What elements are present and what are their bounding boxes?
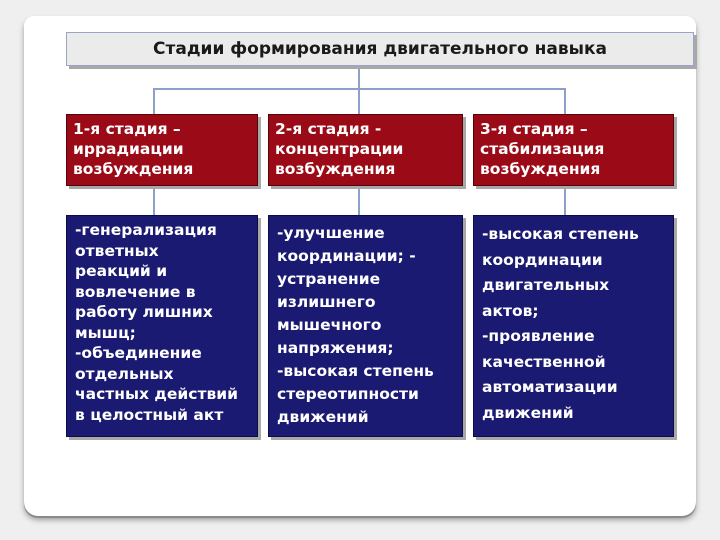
stage-2-description-line: излишнего — [277, 293, 376, 311]
stage-1-header-line: возбуждения — [73, 160, 194, 178]
stage-3-description — [473, 215, 674, 437]
stage-2-header — [268, 114, 463, 186]
stage-1-description-line: -объединение — [75, 344, 202, 362]
stage-2-description-line: мышечного — [277, 316, 382, 334]
connector-body-3 — [564, 186, 566, 216]
stage-3-description-line: двигательных — [482, 276, 610, 294]
stage-1-description-line: вовлечение в — [75, 282, 196, 301]
diagram-title-box — [66, 32, 694, 66]
stage-3-header-line: возбуждения — [480, 160, 601, 178]
stage-1-description — [66, 215, 258, 437]
stage-3-description-line: актов; — [482, 301, 539, 320]
stage-3-description-line: -проявление — [482, 327, 595, 345]
connector-stage-3 — [564, 88, 566, 115]
stage-3-header — [473, 114, 674, 186]
stage-2-header-line: концентрации — [275, 140, 404, 158]
stage-2-description-line: напряжения; — [277, 339, 394, 357]
stage-1-description-line: в целостный акт — [75, 405, 224, 424]
stage-2-description-line: стереотипности — [277, 385, 419, 403]
stage-2-description — [268, 215, 463, 437]
connector-stage-2 — [358, 88, 360, 115]
stage-1-description-line: ответных — [75, 241, 159, 260]
stage-1-description-line: -генерализация — [75, 221, 217, 239]
stage-1-description-line: частных действий — [75, 385, 238, 403]
diagram-title: Стадии формирования двигательного навыка — [153, 39, 607, 59]
stage-3-description-line: качественной — [482, 352, 606, 371]
stage-1-header-line: 1-я стадия – — [73, 120, 181, 138]
stage-2-header-line: возбуждения — [275, 160, 396, 178]
stage-2-description-line: -улучшение — [277, 224, 385, 242]
connector-stage-1 — [153, 88, 155, 115]
stage-3-header-line: 3-я стадия – — [480, 120, 588, 138]
stage-2-description-line: -высокая степень — [277, 362, 434, 380]
connector-body-1 — [153, 186, 155, 216]
stage-1-description-line: отдельных — [75, 364, 174, 383]
stage-3-description-line: движений — [482, 403, 574, 422]
stage-2-header-line: 2-я стадия - — [275, 120, 382, 138]
stage-3-header-line: стабилизация — [480, 140, 605, 158]
stage-2-description-line: координации; - — [277, 247, 416, 265]
stage-3-description-line: координации — [482, 250, 603, 269]
stage-2-description-line: устранение — [277, 270, 381, 288]
stage-1-description-line: мышц; — [75, 323, 136, 342]
stage-1-description-line: реакций и — [75, 262, 168, 280]
stage-3-description-line: автоматизации — [482, 378, 618, 396]
stage-1-header — [66, 114, 258, 186]
stage-1-description-line: работу лишних — [75, 303, 213, 321]
connector-body-2 — [358, 186, 360, 216]
stage-2-description-line: движений — [277, 408, 369, 426]
stage-3-description-line: -высокая степень — [482, 225, 639, 243]
stage-1-header-line: иррадиации — [73, 140, 184, 158]
connector-title-stem — [358, 66, 360, 88]
